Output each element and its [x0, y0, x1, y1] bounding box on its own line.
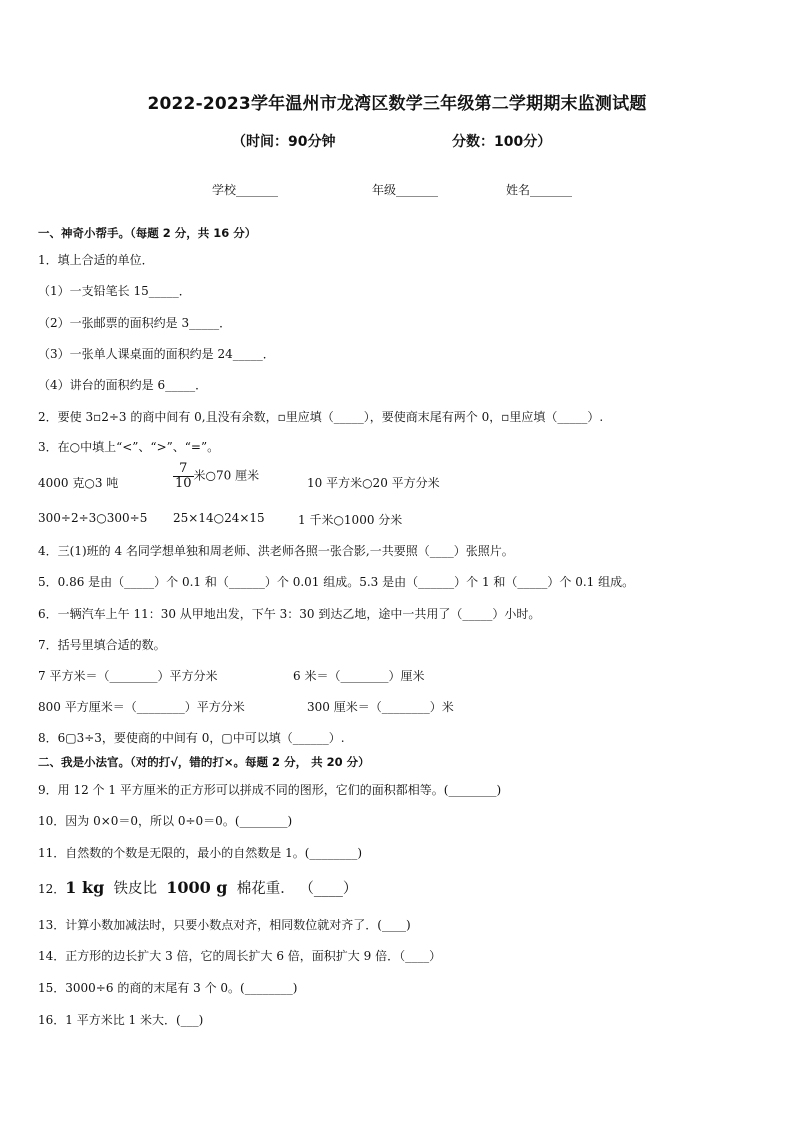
question-12 [38, 877, 357, 898]
question-16: 16．1 平方米比 1 米大．(___) [38, 1013, 204, 1027]
question-10: 10．因为 0×0＝0，所以 0÷0＝0。(________) [38, 814, 293, 828]
question-1-2: （2）一张邮票的面积约是 3_____． [38, 316, 232, 330]
question-2: 2．要使 3▫2÷3 的商中间有 0,且没有余数，▫里应填（_____），要使商末尾有两个 0，▫里应填（_____）. [38, 410, 604, 424]
question-12-text-b: 棉花重． （____） [236, 881, 358, 897]
question-5: 5．0.86 是由（_____）个 0.1 和（______）个 0.01 组成。5.3 是由（______）个 1 和（_____）个 0.1 组成。 [38, 575, 635, 589]
question-3-item-b [173, 462, 259, 490]
question-9: 9．用 12 个 1 平方厘米的正方形可以拼成不同的图形，它们的面积都相等。(________) [38, 783, 502, 797]
question-3-item-b-text: 米○70 厘米 [193, 468, 260, 483]
section-1-heading: 一、神奇小帮手。（每题 2 分，共 16 分） [38, 226, 257, 240]
name-field: 姓名_______ [506, 183, 573, 197]
question-7-item-b: 6 米＝（________）厘米 [293, 669, 425, 683]
school-field: 学校_______ [212, 183, 279, 197]
question-11: 11．自然数的个数是无限的，最小的自然数是 1。(________) [38, 846, 363, 860]
question-14: 14．正方形的边长扩大 3 倍，它的周长扩大 6 倍，面积扩大 9 倍．（____） [38, 949, 442, 963]
question-12-weight-b: 1000 g [166, 878, 228, 897]
question-3-item-f: 1 千米○1000 分米 [298, 513, 403, 527]
question-4: 4．三(1)班的 4 名同学想单独和周老师、洪老师各照一张合影,一共要照（____）张照片。 [38, 544, 514, 558]
section-2-heading: 二、我是小法官。（对的打√，错的打×。每题 2 分， 共 20 分） [38, 755, 370, 769]
question-7: 7．括号里填合适的数。 [38, 638, 166, 652]
question-15: 15．3000÷6 的商的末尾有 3 个 0。(________) [38, 981, 298, 995]
question-12-number: 12． [38, 882, 66, 896]
question-1-1: （1）一支铅笔长 15_____． [38, 284, 191, 298]
fraction-numerator: 7 [173, 462, 194, 477]
question-1-3: （3）一张单人课桌面的面积约是 24_____． [38, 347, 275, 361]
page-title: 2022-2023学年温州市龙湾区数学三年级第二学期期末监测试题 [147, 94, 647, 114]
grade-field: 年级_______ [372, 183, 439, 197]
question-8: 8．6▢3÷3，要使商的中间有 0，▢中可以填（______）. [38, 731, 345, 745]
question-3-item-a: 4000 克○3 吨 [38, 476, 119, 490]
fraction-denominator: 10 [175, 475, 192, 491]
question-12-weight-a: 1 kg [65, 878, 105, 897]
question-3-item-c: 10 平方米○20 平方分米 [307, 476, 440, 490]
question-6: 6．一辆汽车上午 11：30 从甲地出发，下午 3：30 到达乙地，途中一共用了（_____）小时。 [38, 607, 541, 621]
question-12-text-a: 铁皮比 [113, 881, 157, 897]
exam-time: （时间：90分钟 [232, 134, 336, 150]
exam-score: 分数：100分） [452, 134, 552, 150]
question-7-item-a: 7 平方米＝（________）平方分米 [38, 669, 218, 683]
question-7-item-d: 300 厘米＝（________）米 [307, 700, 454, 714]
fraction-seven-tenths [173, 462, 194, 490]
question-3-item-d: 300÷2÷3○300÷5 [38, 511, 148, 525]
question-1-4: （4）讲台的面积约是 6_____． [38, 378, 208, 392]
question-3-item-e: 25×14○24×15 [173, 511, 265, 525]
question-7-item-c: 800 平方厘米＝（________）平方分米 [38, 700, 245, 714]
question-13: 13．计算小数加减法时，只要小数点对齐，相同数位就对齐了．(____) [38, 918, 411, 932]
question-1: 1．填上合适的单位． [38, 253, 154, 267]
question-3: 3．在○中填上“<”、“>”、“=”。 [38, 440, 220, 454]
